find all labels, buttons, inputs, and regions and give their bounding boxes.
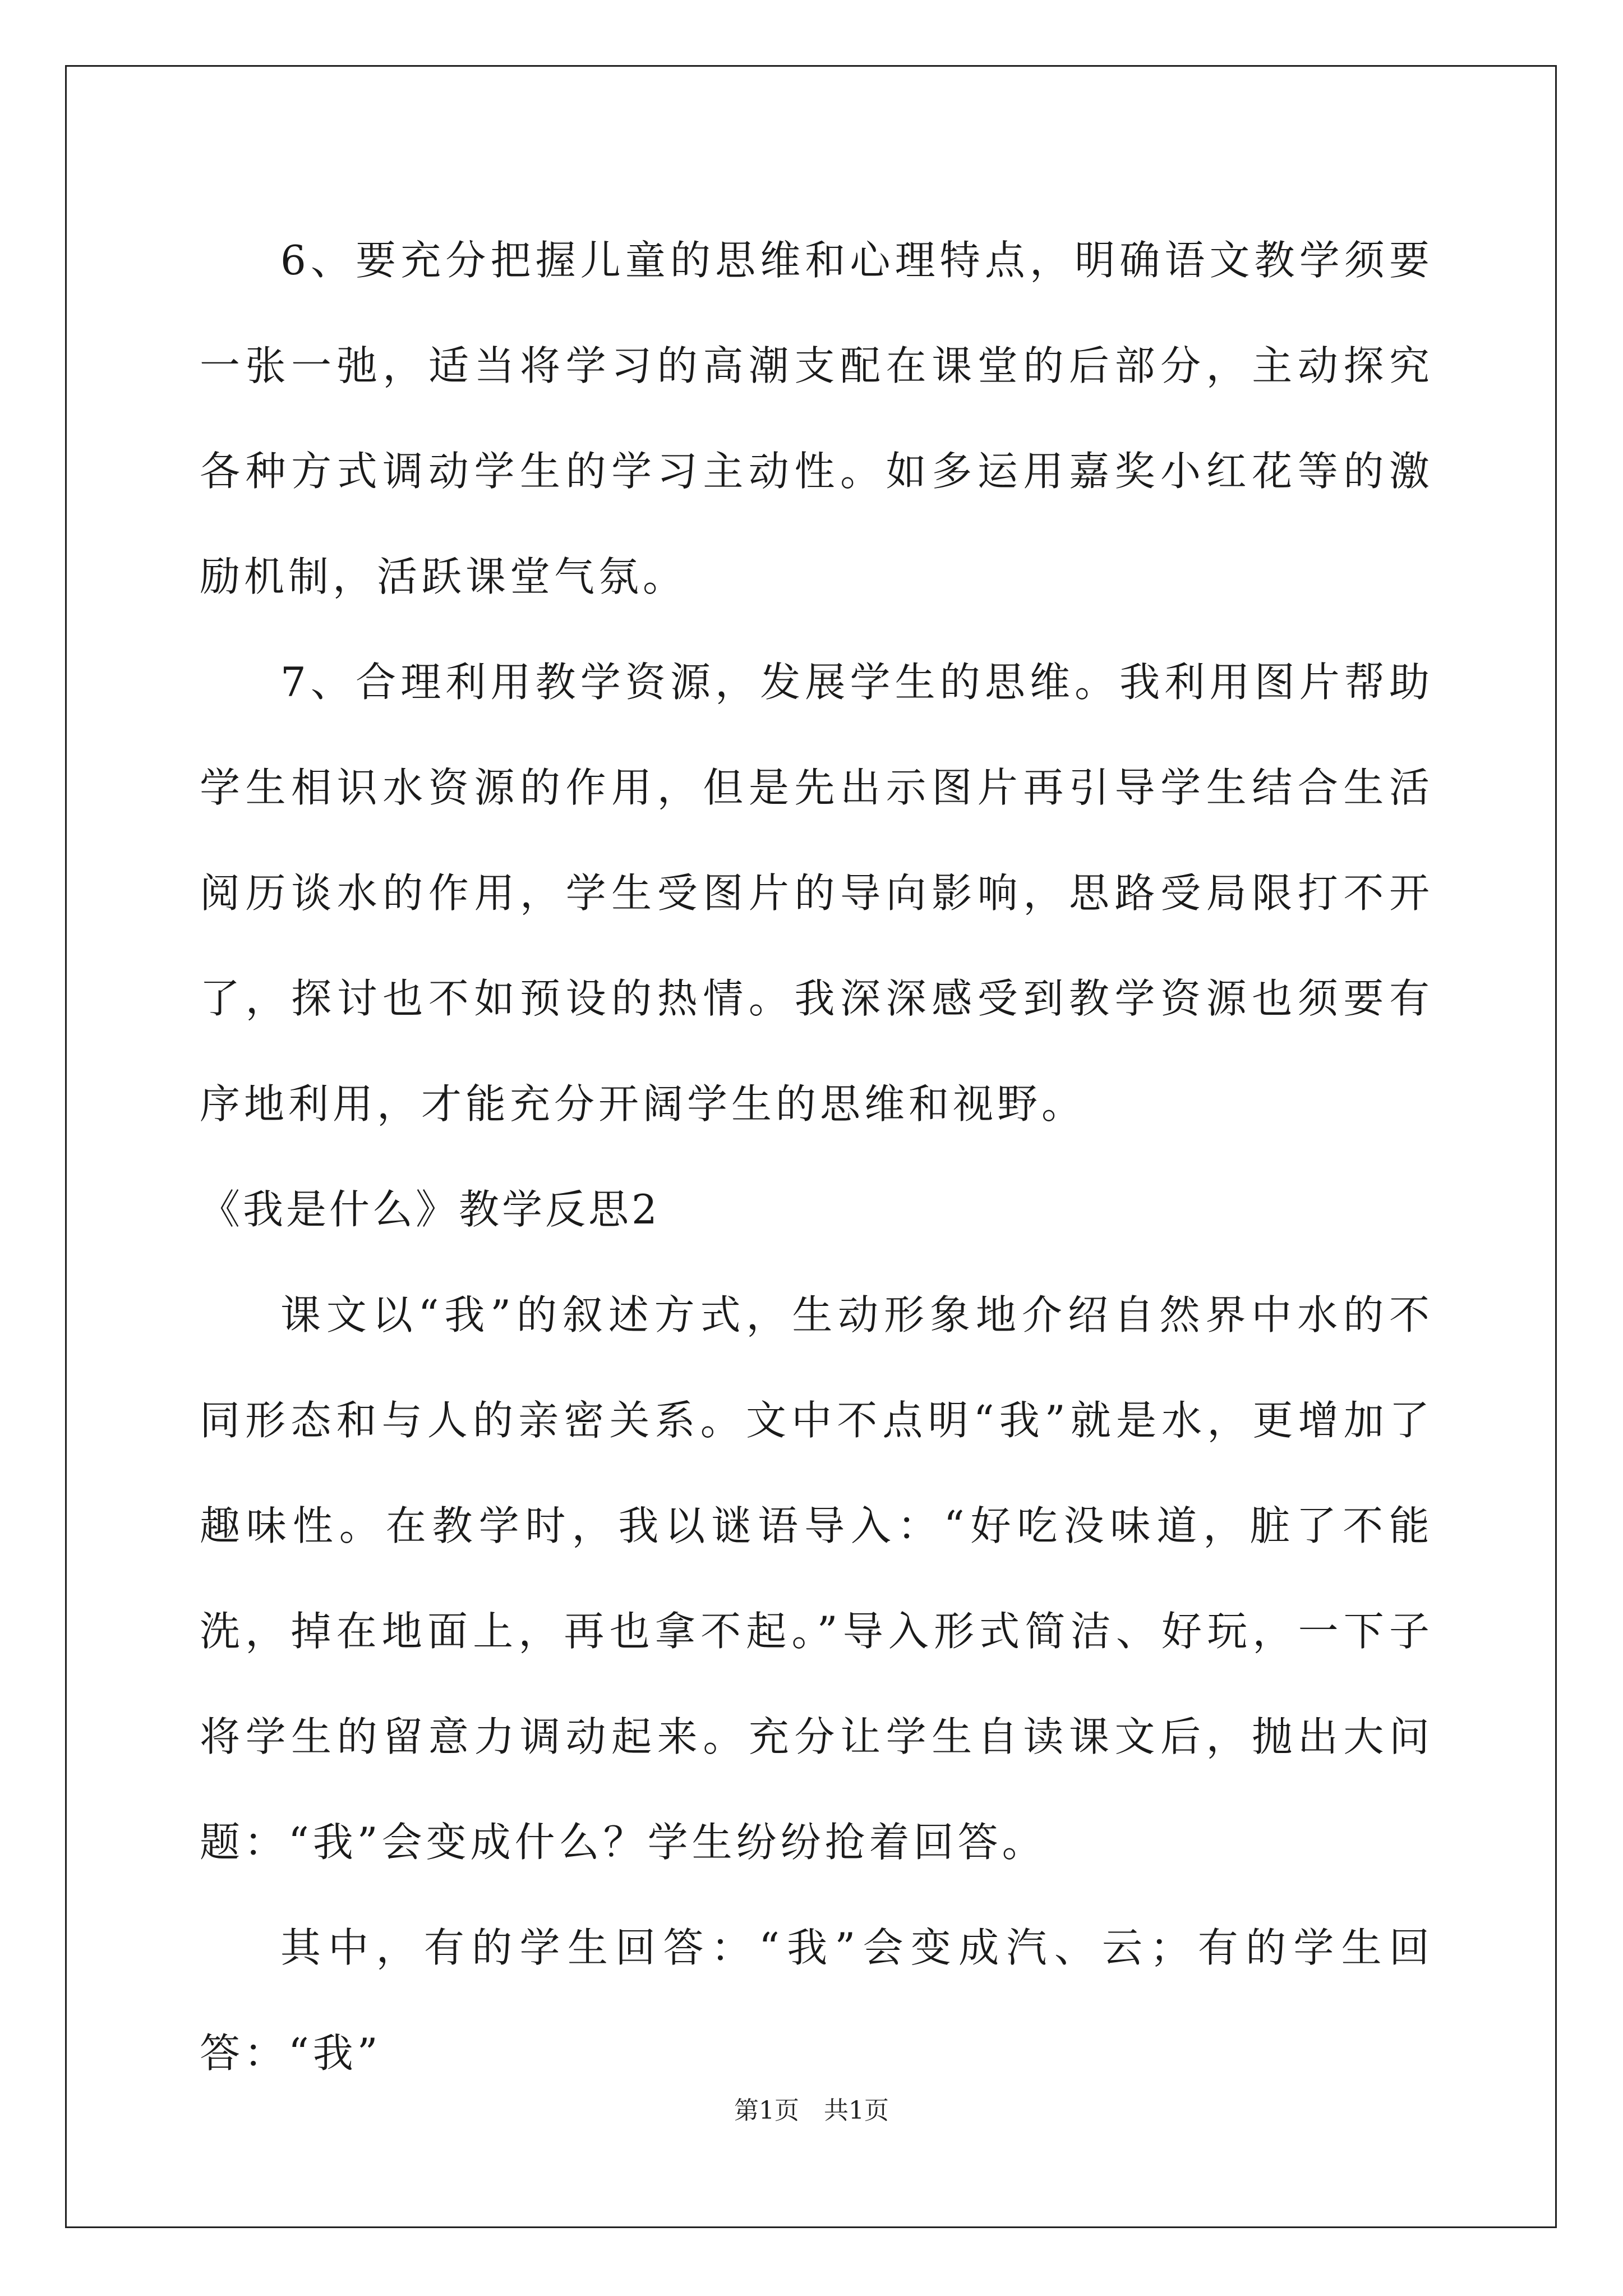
page-number: 第1页	[734, 2096, 799, 2125]
paragraph-intro: 课文以“我”的叙述方式，生动形象地介绍自然界中水的不同形态和与人的亲密关系。文中不点明“我”就是水，更增加了趣味性。在教学时，我以谜语导入：“好吃没味道，脏了不能洗，掉在地面上，再也拿不起。”导入形式简洁、好玩，一下子将学生的留意力调动起来。充分让学生自读课文后，抛出大问题：“我”会变成什么？学生纷纷抢着回答。	[200, 1291, 1433, 1866]
page-footer	[0, 2094, 1623, 2128]
paragraph-item-7: 7、合理利用教学资源，发展学生的思维。我利用图片帮助学生相识水资源的作用，但是先出示图片再引导学生结合生活阅历谈水的作用，学生受图片的导向影响，思路受局限打不开了，探讨也不如预设的热情。我深深感受到教学资源也须要有序地利用，才能充分开阔学生的思维和视野。	[200, 659, 1433, 1128]
document-body	[200, 208, 1433, 2106]
paragraph-item-6: 6、要充分把握儿童的思维和心理特点，明确语文教学须要一张一弛，适当将学习的高潮支配在课堂的后部分，主动探究各种方式调动学生的学习主动性。如多运用嘉奖小红花等的激励机制，活跃课堂气氛。	[200, 237, 1433, 600]
paragraph-answers: 其中，有的学生回答：“我”会变成汽、云；有的学生回答：“我”	[200, 1924, 1433, 2077]
section-heading: 《我是什么》教学反思2	[200, 1186, 660, 1233]
page-total: 共1页	[824, 2096, 889, 2125]
